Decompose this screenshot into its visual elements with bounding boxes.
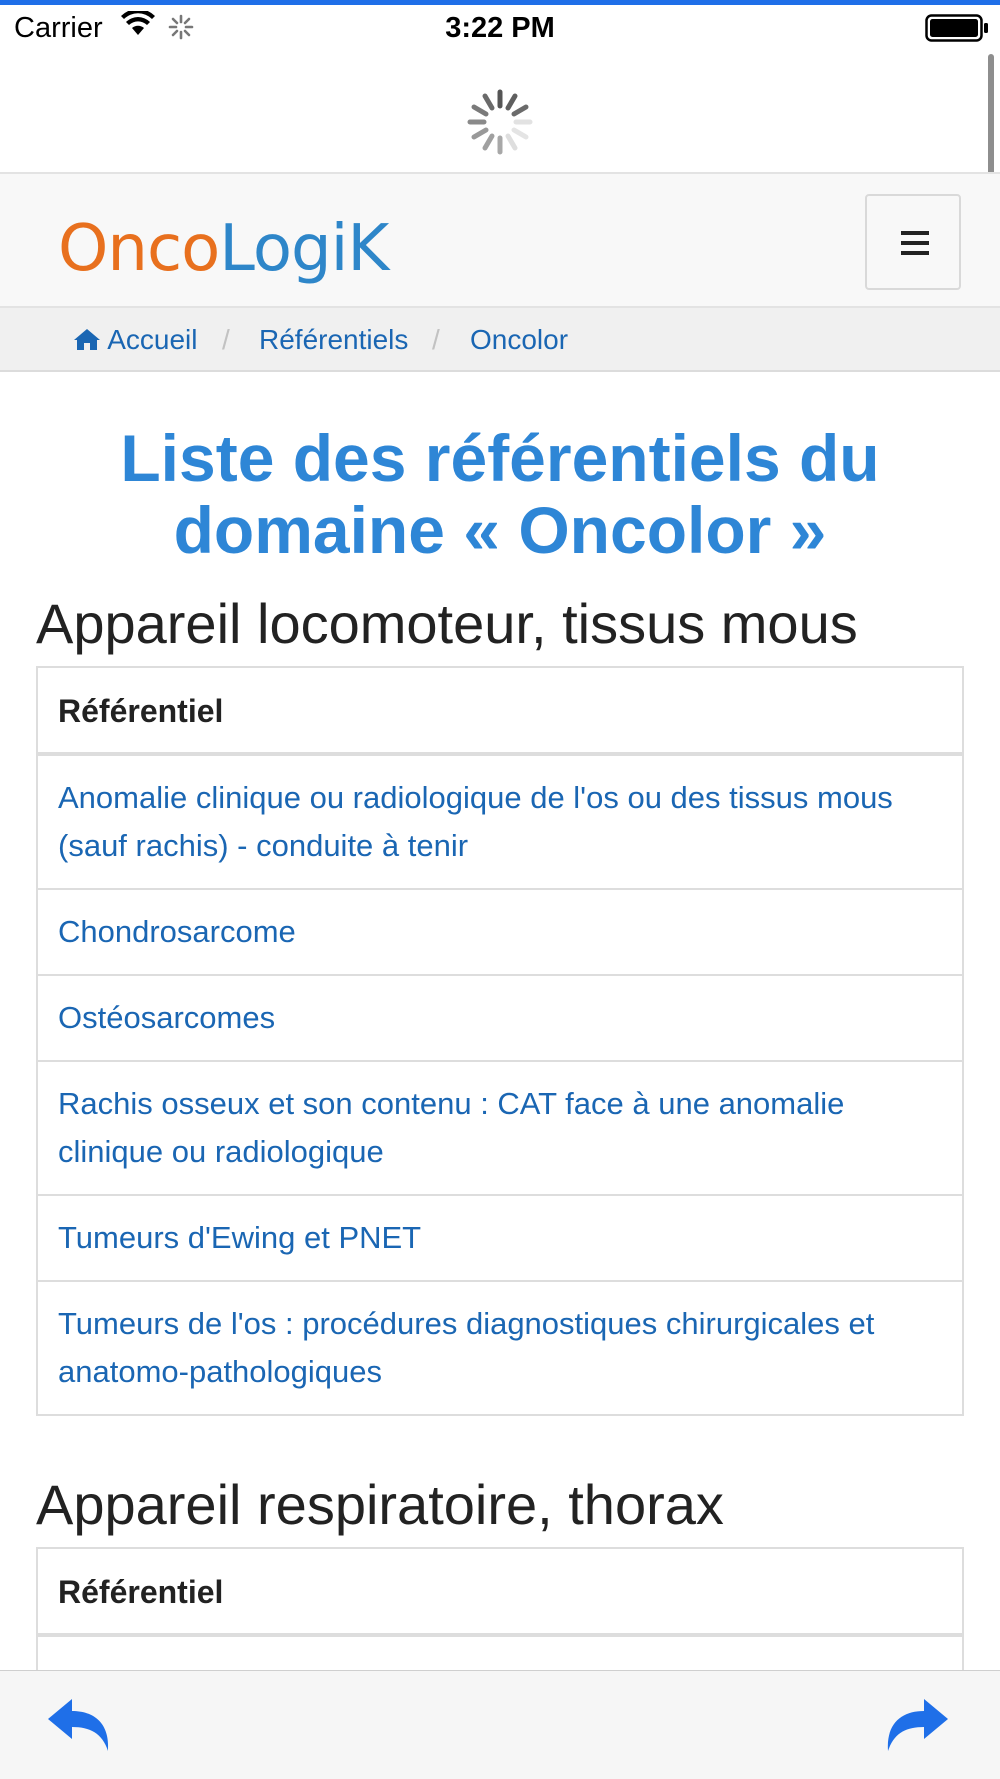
table-row [38, 1196, 962, 1282]
table-row [38, 756, 962, 890]
referentiels-table-respiratoire [36, 1547, 964, 1687]
oncologik-logo[interactable] [58, 212, 388, 286]
scrollbar-thumb[interactable] [988, 54, 994, 182]
table-header: Référentiel [38, 668, 962, 756]
logo-part-logik: LogiK [219, 212, 389, 286]
pull-to-refresh-area [0, 50, 1000, 172]
menu-toggle-button[interactable] [865, 194, 961, 290]
table-header: Référentiel [38, 1549, 962, 1637]
referentiel-link[interactable]: Tumeurs de l'os : procédures diagnostiques chirurgicales et anatomo-pathologiques [58, 1306, 875, 1389]
breadcrumb-referentiels[interactable]: Référentiels [259, 324, 409, 355]
table-row [38, 890, 962, 976]
referentiel-link[interactable]: Ostéosarcomes [58, 1000, 276, 1035]
page-title: Liste des référentiels du domaine « Oncolor » [120, 421, 880, 567]
home-icon [73, 327, 101, 351]
breadcrumb-separator: / [432, 324, 440, 355]
table-row [38, 1062, 962, 1196]
breadcrumb-home[interactable] [73, 324, 198, 356]
status-bar [0, 5, 1000, 50]
section-title-locomoteur: Appareil locomoteur, tissus mous [36, 592, 858, 655]
browser-bottom-toolbar [0, 1670, 1000, 1779]
breadcrumb-oncolor[interactable]: Oncolor [470, 324, 569, 355]
referentiel-link[interactable]: Chondrosarcome [58, 914, 296, 949]
back-arrow-icon[interactable] [44, 1697, 114, 1760]
referentiel-link[interactable]: Tumeurs d'Ewing et PNET [58, 1220, 422, 1255]
breadcrumb-separator: / [222, 324, 230, 355]
referentiel-link[interactable]: Rachis osseux et son contenu : CAT face à une anomalie clinique ou radiologique [58, 1086, 845, 1169]
forward-arrow-icon[interactable] [882, 1697, 952, 1760]
loading-spinner-icon [466, 88, 534, 161]
breadcrumb [0, 308, 1000, 372]
table-row [38, 976, 962, 1062]
site-navbar [0, 172, 1000, 308]
clock: 3:22 PM [445, 12, 555, 44]
battery-icon [925, 14, 989, 47]
table-row [38, 1282, 962, 1414]
logo-part-onco: Onco [58, 212, 220, 286]
carrier-label: Carrier [14, 12, 103, 44]
breadcrumb-home-label: Accueil [107, 324, 198, 355]
referentiel-link[interactable]: Anomalie clinique ou radiologique de l'os ou des tissus mous (sauf rachis) - conduite à tenir [58, 780, 893, 863]
referentiels-table-locomoteur [36, 666, 964, 1416]
section-title-respiratoire: Appareil respiratoire, thorax [36, 1473, 724, 1536]
